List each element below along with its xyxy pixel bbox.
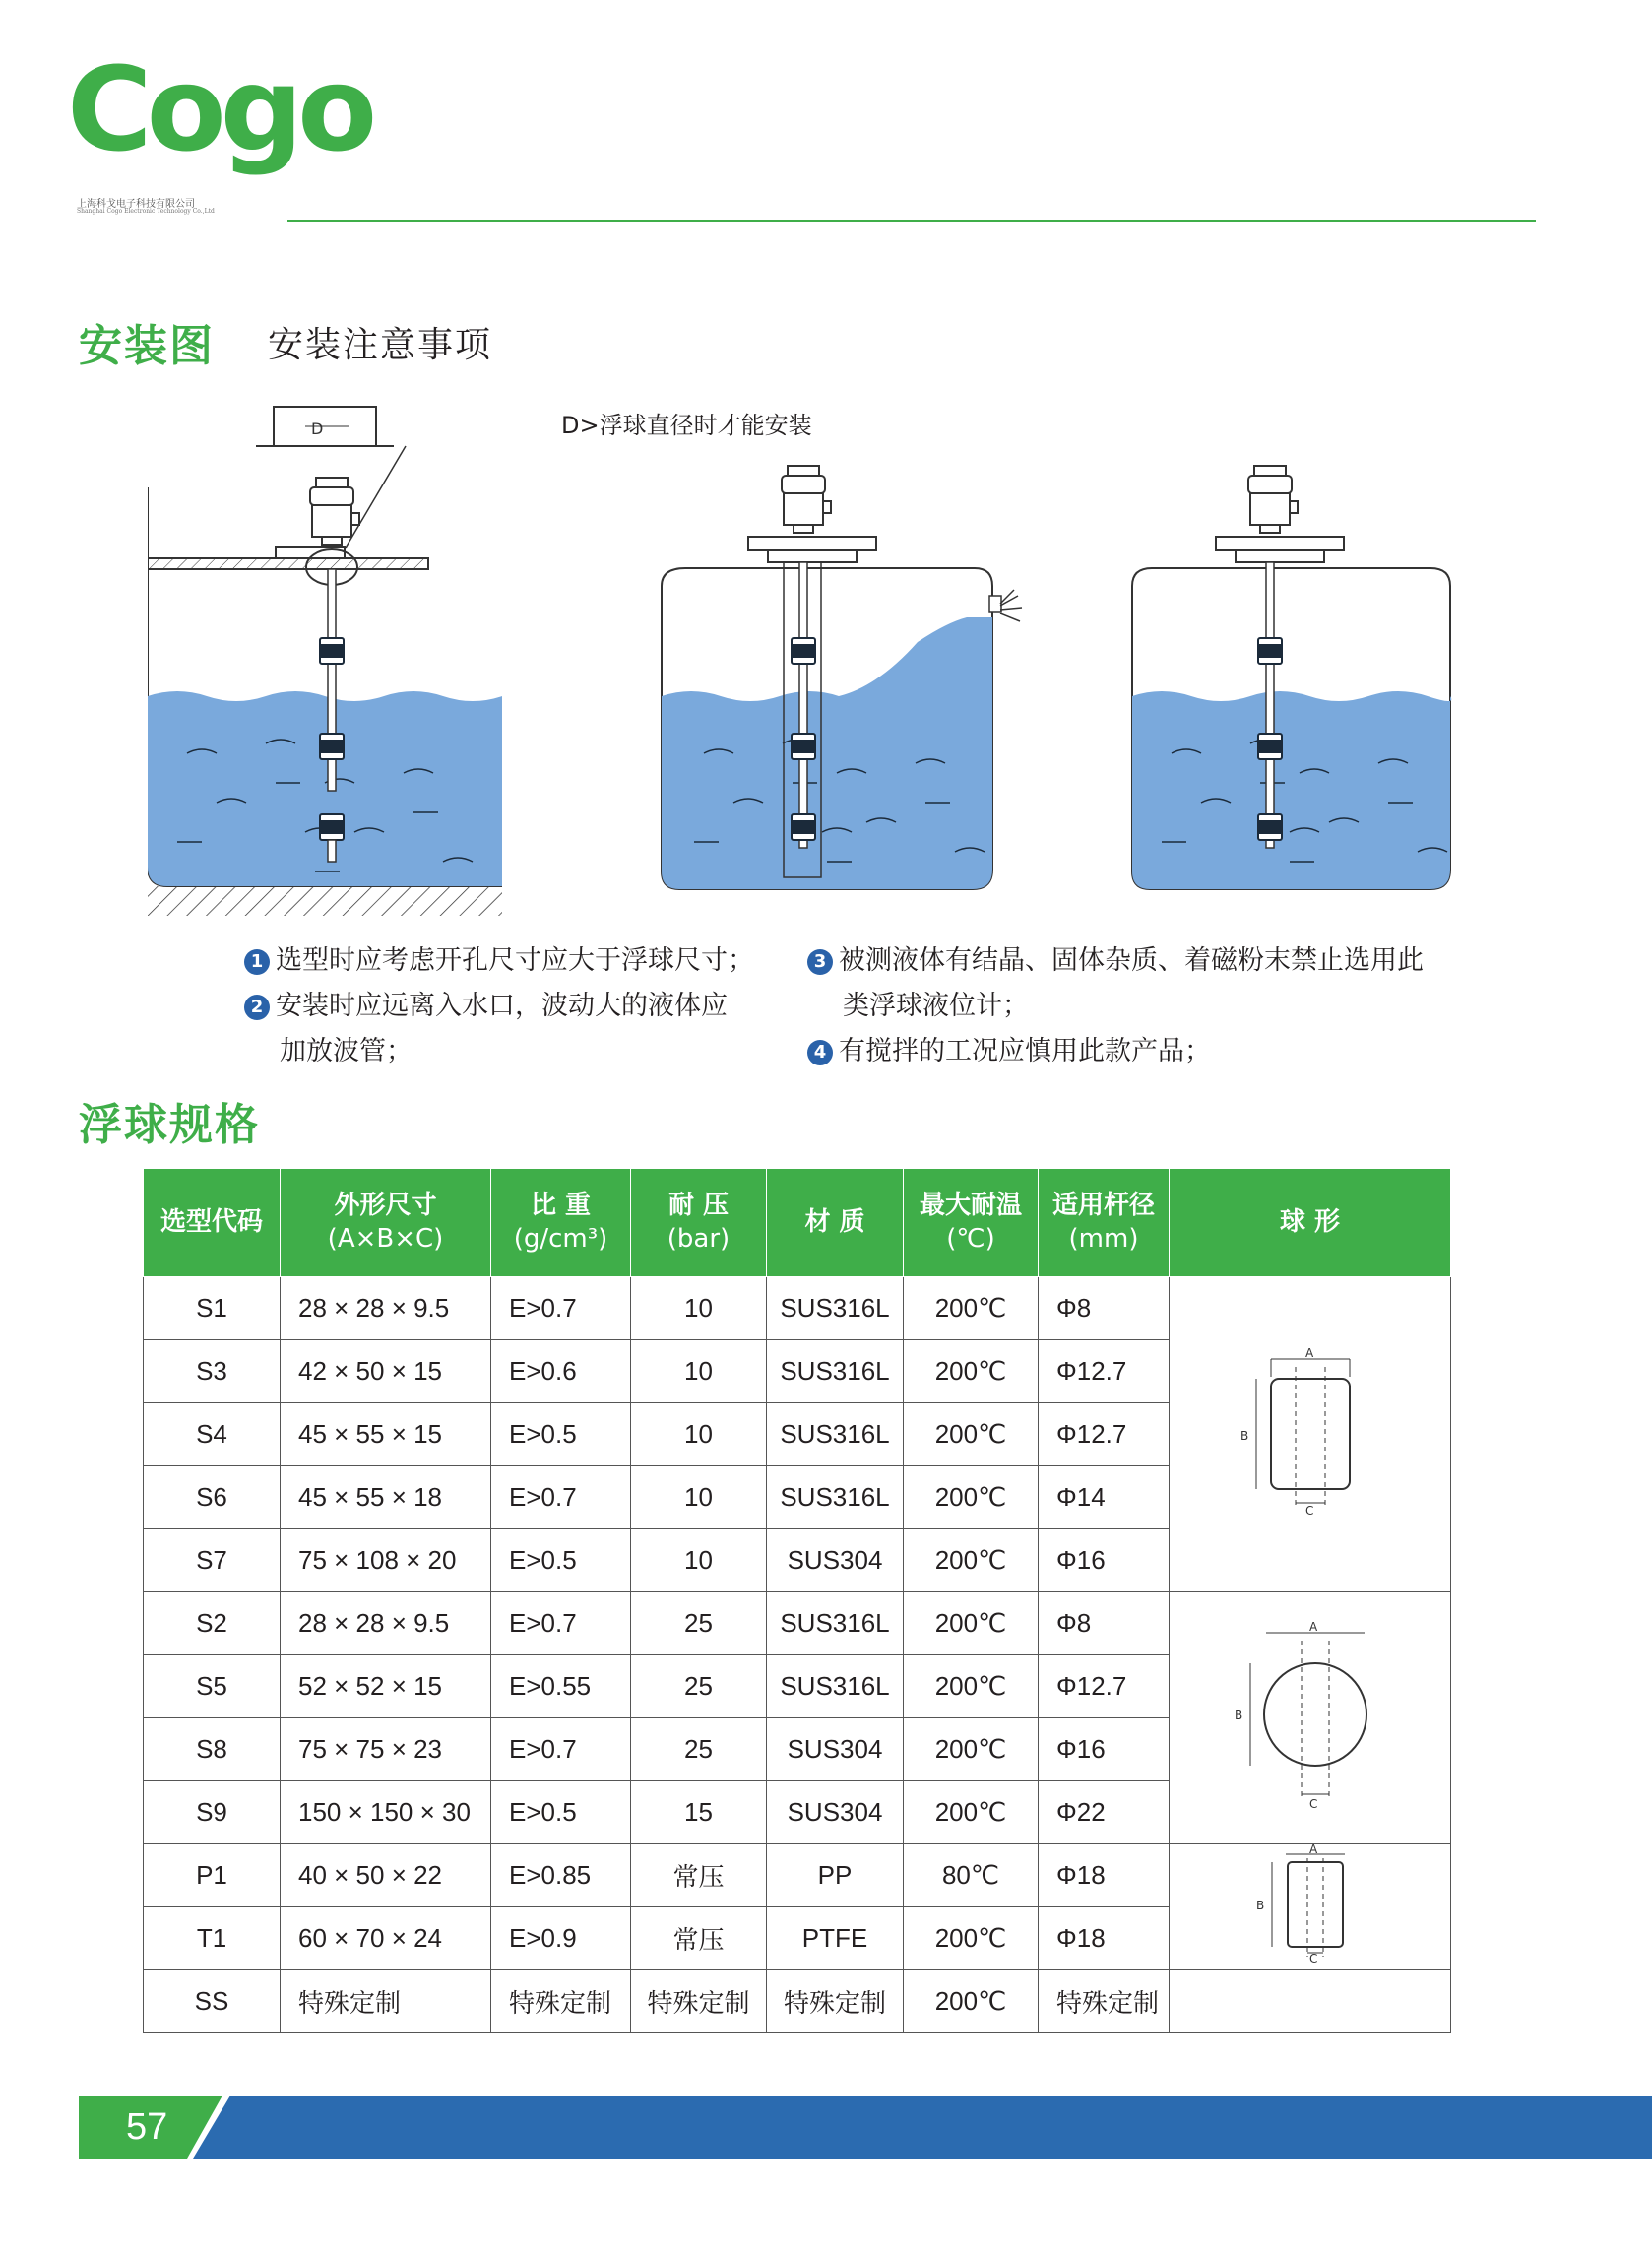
table-cell: PP (767, 1844, 904, 1907)
install-figure-tank-top (1132, 466, 1451, 889)
dim-b-label: B (1234, 1709, 1242, 1722)
table-cell: 15 (631, 1781, 767, 1844)
note-text: 选型时应考虑开孔尺寸应大于浮球尺寸； (276, 945, 754, 976)
dim-a-label: A (1308, 1621, 1317, 1634)
float-shape-cell (1170, 1970, 1451, 2033)
table-cell: SUS316L (767, 1340, 904, 1403)
table-cell: 10 (631, 1403, 767, 1466)
company-name-en: Shanghai Cogo Electronic Technology Co.,Ltd (77, 208, 215, 215)
table-cell: E>0.6 (491, 1340, 631, 1403)
company-name-cn: 上海科戈电子科技有限公司 (77, 199, 195, 210)
table-cell: 25 (631, 1655, 767, 1718)
note-continuation: 类浮球液位计； (843, 991, 1029, 1021)
table-cell: 60 × 70 × 24 (281, 1907, 491, 1970)
note-item (807, 1029, 1477, 1074)
table-cell: SUS304 (767, 1781, 904, 1844)
table-cell: 42 × 50 × 15 (281, 1340, 491, 1403)
table-cell: Φ22 (1039, 1781, 1170, 1844)
table-cell: Φ16 (1039, 1529, 1170, 1592)
table-cell: SUS316L (767, 1403, 904, 1466)
table-cell: 200℃ (904, 1781, 1039, 1844)
table-header-row (144, 1169, 1451, 1277)
table-cell: E>0.85 (491, 1844, 631, 1907)
flange-d-label: D (311, 419, 324, 438)
header-cell: 适用杆径 (mm) (1039, 1169, 1170, 1277)
footer-bar (193, 2096, 1652, 2159)
table-cell: E>0.5 (491, 1781, 631, 1844)
table-cell: 200℃ (904, 1403, 1039, 1466)
table-cell: 200℃ (904, 1718, 1039, 1781)
table-cell: Φ8 (1039, 1277, 1170, 1340)
note-item (244, 938, 795, 984)
float-shape-cell (1170, 1277, 1451, 1592)
table-cell: SUS304 (767, 1529, 904, 1592)
table-cell: E>0.7 (491, 1718, 631, 1781)
table-cell: 80℃ (904, 1844, 1039, 1907)
brand-logo: Cogo (67, 41, 372, 177)
page-number: 57 (126, 2106, 168, 2148)
table-cell: T1 (144, 1907, 281, 1970)
install-notes-left (244, 938, 795, 1074)
table-cell: PTFE (767, 1907, 904, 1970)
table-cell: 45 × 55 × 18 (281, 1466, 491, 1529)
header-cell: 耐 压 (bar) (631, 1169, 767, 1277)
table-cell: SUS316L (767, 1592, 904, 1655)
table-cell: Φ14 (1039, 1466, 1170, 1529)
table-cell: S1 (144, 1277, 281, 1340)
install-section-subtitle: 安装注意事项 (268, 325, 493, 365)
table-row (144, 1592, 1451, 1655)
table-row (144, 1277, 1451, 1340)
table-cell: S5 (144, 1655, 281, 1718)
note-text: 被测液体有结晶、固体杂质、着磁粉末禁止选用此 (839, 945, 1424, 976)
float-spec-table (143, 1168, 1451, 2033)
table-cell: 常压 (631, 1907, 767, 1970)
table-cell: E>0.7 (491, 1277, 631, 1340)
table-cell: 200℃ (904, 1277, 1039, 1340)
installation-diagram (148, 389, 1506, 921)
table-cell: Φ12.7 (1039, 1655, 1170, 1718)
note-text: 有搅拌的工况应慎用此款产品； (839, 1036, 1211, 1066)
table-cell: 特殊定制 (491, 1970, 631, 2033)
flange-note: D>浮球直径时才能安装 (561, 412, 812, 439)
float-shape-cell (1170, 1592, 1451, 1844)
table-cell: E>0.9 (491, 1907, 631, 1970)
dim-b-label: B (1255, 1899, 1264, 1912)
table-cell: Φ18 (1039, 1907, 1170, 1970)
table-cell: 常压 (631, 1844, 767, 1907)
table-cell: SUS304 (767, 1718, 904, 1781)
table-cell: S4 (144, 1403, 281, 1466)
number-badge-icon: 3 (807, 949, 833, 975)
table-cell: Φ16 (1039, 1718, 1170, 1781)
header-cell: 外形尺寸 (A×B×C) (281, 1169, 491, 1277)
dim-b-label: B (1239, 1429, 1248, 1443)
table-cell: 200℃ (904, 1340, 1039, 1403)
note-text: 安装时应远离入水口，波动大的液体应 (276, 991, 728, 1021)
table-cell: S6 (144, 1466, 281, 1529)
note-item (807, 938, 1477, 984)
table-cell: Φ12.7 (1039, 1403, 1170, 1466)
table-cell: 特殊定制 (631, 1970, 767, 2033)
table-cell: 28 × 28 × 9.5 (281, 1277, 491, 1340)
table-cell: S8 (144, 1718, 281, 1781)
dim-c-label: C (1308, 1797, 1317, 1808)
table-row (144, 1970, 1451, 2033)
tall-float-icon (1246, 1844, 1374, 1963)
table-cell: E>0.5 (491, 1529, 631, 1592)
table-cell: 10 (631, 1340, 767, 1403)
dim-c-label: C (1308, 1952, 1317, 1963)
table-cell: S2 (144, 1592, 281, 1655)
table-cell: SUS316L (767, 1655, 904, 1718)
table-cell: 200℃ (904, 1529, 1039, 1592)
table-cell: E>0.5 (491, 1403, 631, 1466)
table-cell: 150 × 150 × 30 (281, 1781, 491, 1844)
table-cell: 特殊定制 (281, 1970, 491, 2033)
install-figure-tank-inlet (662, 466, 1022, 889)
header-divider (287, 220, 1536, 222)
table-cell: 200℃ (904, 1970, 1039, 2033)
table-cell: 10 (631, 1529, 767, 1592)
table-cell: SUS316L (767, 1277, 904, 1340)
header-cell: 最大耐温 (℃) (904, 1169, 1039, 1277)
table-cell: 10 (631, 1277, 767, 1340)
dim-a-label: A (1308, 1844, 1317, 1856)
table-cell: 25 (631, 1718, 767, 1781)
table-cell: E>0.7 (491, 1592, 631, 1655)
float-shape-cell (1170, 1844, 1451, 1970)
table-cell: E>0.7 (491, 1466, 631, 1529)
note-continuation: 加放波管； (280, 1036, 413, 1066)
table-cell: 40 × 50 × 22 (281, 1844, 491, 1907)
spec-section-title: 浮球规格 (79, 1100, 260, 1150)
number-badge-icon: 1 (244, 949, 270, 975)
table-cell: 200℃ (904, 1592, 1039, 1655)
cylinder-float-icon (1237, 1347, 1384, 1515)
table-cell: E>0.55 (491, 1655, 631, 1718)
table-cell: 25 (631, 1592, 767, 1655)
table-cell: 200℃ (904, 1466, 1039, 1529)
sphere-float-icon (1227, 1621, 1394, 1808)
dim-c-label: C (1304, 1504, 1313, 1515)
table-cell: Φ8 (1039, 1592, 1170, 1655)
note-item (244, 984, 795, 1029)
table-cell: Φ12.7 (1039, 1340, 1170, 1403)
header-cell: 材 质 (767, 1169, 904, 1277)
table-cell: 75 × 108 × 20 (281, 1529, 491, 1592)
table-cell: 200℃ (904, 1907, 1039, 1970)
header-cell: 比 重 (g/cm³) (491, 1169, 631, 1277)
table-cell: 28 × 28 × 9.5 (281, 1592, 491, 1655)
number-badge-icon: 4 (807, 1040, 833, 1065)
number-badge-icon: 2 (244, 995, 270, 1020)
table-cell: S3 (144, 1340, 281, 1403)
table-cell: 特殊定制 (767, 1970, 904, 2033)
table-cell: 特殊定制 (1039, 1970, 1170, 2033)
table-cell: Φ18 (1039, 1844, 1170, 1907)
table-cell: 200℃ (904, 1655, 1039, 1718)
table-cell: 45 × 55 × 15 (281, 1403, 491, 1466)
table-cell: SS (144, 1970, 281, 2033)
table-cell: SUS316L (767, 1466, 904, 1529)
install-notes-right (807, 938, 1477, 1074)
table-cell: 10 (631, 1466, 767, 1529)
table-row (144, 1844, 1451, 1907)
table-cell: S7 (144, 1529, 281, 1592)
dim-a-label: A (1304, 1347, 1313, 1360)
table-cell: 75 × 75 × 23 (281, 1718, 491, 1781)
table-cell: P1 (144, 1844, 281, 1907)
install-section-title: 安装图 (79, 321, 215, 371)
table-cell: 52 × 52 × 15 (281, 1655, 491, 1718)
header-cell: 选型代码 (144, 1169, 281, 1277)
table-cell: S9 (144, 1781, 281, 1844)
header-cell: 球 形 (1170, 1169, 1451, 1277)
